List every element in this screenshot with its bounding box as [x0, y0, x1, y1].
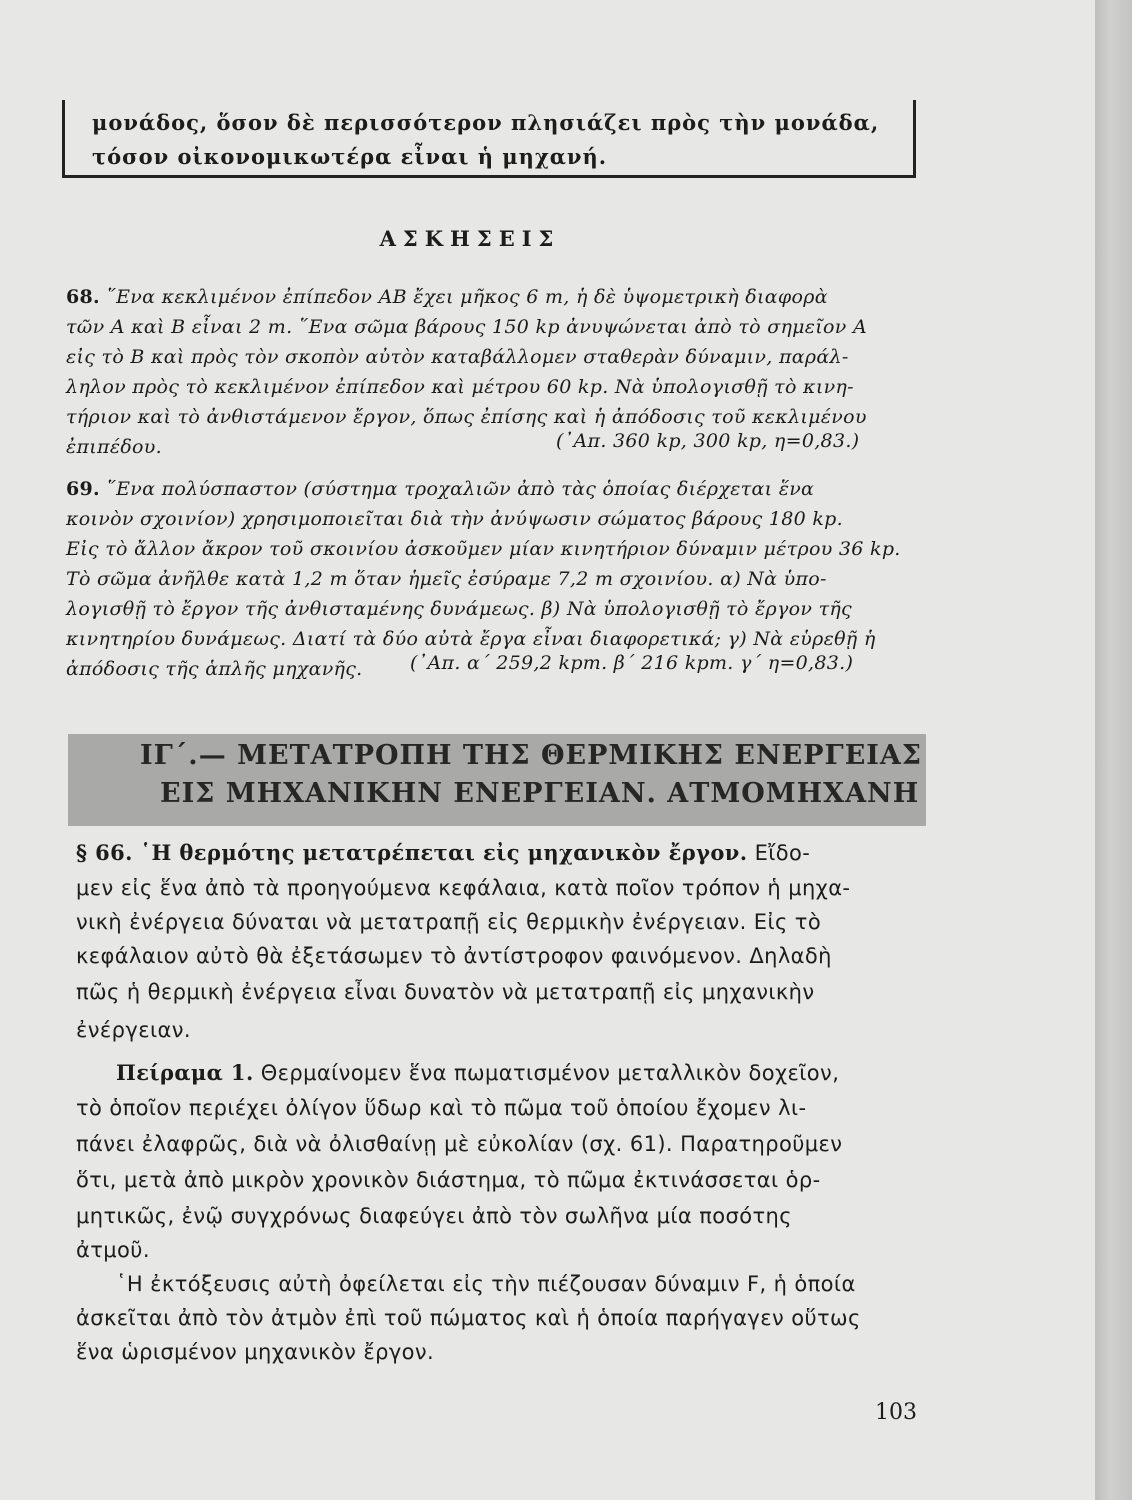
section-66-line: πῶς ἡ θερμικὴ ἐνέργεια εἶναι δυνατὸν νὰ μετατραπῇ εἰς μηχανικὴν	[76, 980, 815, 1004]
exercise-69-answer: (᾿Απ. α΄ 259,2 kpm. β΄ 216 kpm. γ΄ η=0,83.)	[410, 652, 854, 674]
exercise-68-line: ληλον πρὸς τὸ κεκλιμένον ἐπίπεδον καὶ μέτρου 60 kp. Νὰ ὑπολογισθῇ τὸ κινη-	[66, 376, 854, 398]
experiment-1-label: Πείραμα 1.	[116, 1060, 254, 1085]
exercise-69-line: κινητηρίου δυνάμεως. Διατί τὰ δύο αὐτὰ ἔργα εἶναι διαφορετικά; γ) Νὰ εὑρεθῇ ἡ	[66, 628, 876, 650]
summary-line-1: μονάδος, ὅσον δὲ περισσότερον πλησιάζει πρὸς τὴν μονάδα,	[92, 110, 880, 135]
experiment-1-line: ἕνα ὡρισμένον μηχανικὸν ἔργον.	[76, 1340, 435, 1364]
section-66-line: § 66. ῾Η θερμότης μετατρέπεται εἰς μηχανικὸν ἔργον. Εἴδο-	[76, 840, 811, 865]
experiment-1-line: ῾Η ἐκτόξευσις αὐτὴ ὀφείλεται εἰς τὴν πιέζουσαν δύναμιν F, ἡ ὁποία	[116, 1272, 856, 1296]
chapter-title-line-1: ΙΓ΄.— ΜΕΤΑΤΡΟΠΗ ΤΗΣ ΘΕΡΜΙΚΗΣ ΕΝΕΡΓΕΙΑΣ	[140, 740, 922, 771]
section-66-line: κεφάλαιον αὐτὸ θὰ ἐξετάσωμεν τὸ ἀντίστροφον φαινόμενον. Δηλαδὴ	[76, 944, 832, 968]
exercise-69-number: 69.	[66, 478, 100, 500]
exercise-68-line: ἐπιπέδου.	[66, 436, 162, 458]
exercise-68-line: 68. ῞Ενα κεκλιμένον ἐπίπεδον ΑΒ ἔχει μῆκος 6 m, ἡ δὲ ὑψομετρικὴ διαφορὰ	[66, 286, 828, 308]
experiment-1-line: Πείραμα 1. Θερμαίνομεν ἕνα πωματισμένον μεταλλικὸν δοχεῖον,	[116, 1060, 840, 1085]
section-66-line: μεν εἰς ἕνα ἀπὸ τὰ προηγούμενα κεφάλαια, κατὰ ποῖον τρόπον ἡ μηχα-	[76, 876, 851, 900]
exercise-69-line: λογισθῇ τὸ ἔργον τῆς ἀνθισταμένης δυνάμεως. β) Νὰ ὑπολογισθῇ τὸ ἔργον τῆς	[66, 598, 852, 620]
exercises-title: ΑΣΚΗΣΕΙΣ	[379, 226, 561, 251]
exercise-69-line: κοινὸν σχοινίον) χρησιμοποιεῖται διὰ τὴν ἀνύψωσιν σώματος βάρους 180 kp.	[66, 508, 843, 530]
chapter-title-line-2: ΕΙΣ ΜΗΧΑΝΙΚΗΝ ΕΝΕΡΓΕΙΑΝ. ΑΤΜΟΜΗΧΑΝΗ	[160, 778, 920, 809]
experiment-1-line: πάνει ἐλαφρῶς, διὰ νὰ ὀλισθαίνῃ μὲ εὐκολίαν (σχ. 61). Παρατηροῦμεν	[76, 1132, 843, 1156]
experiment-1-line: μητικῶς, ἐνῷ συγχρόνως διαφεύγει ἀπὸ τὸν σωλῆνα μία ποσότης	[76, 1204, 792, 1228]
page-number: 103	[875, 1400, 917, 1425]
experiment-1-line: ἀσκεῖται ἀπὸ τὸν ἀτμὸν ἐπὶ τοῦ πώματος καὶ ἡ ὁποία παρήγαγεν οὕτως	[76, 1306, 861, 1330]
section-66-line: ἐνέργειαν.	[76, 1018, 191, 1042]
exercise-68-line: τήριον καὶ τὸ ἀνθιστάμενον ἔργον, ὅπως ἐπίσης καὶ ἡ ἀπόδοσις τοῦ κεκλιμένου	[66, 406, 867, 428]
section-66-line: νικὴ ἐνέργεια δύναται νὰ μετατραπῇ εἰς θερμικὴν ἐνέργειαν. Εἰς τὸ	[76, 910, 822, 934]
exercise-68-line: εἰς τὸ Β καὶ πρὸς τὸν σκοπὸν αὐτὸν καταβάλλομεν σταθερὰν δύναμιν, παράλ-	[66, 346, 849, 368]
page-edge	[1095, 0, 1132, 1500]
exercise-68-answer: (᾿Απ. 360 kp, 300 kp, η=0,83.)	[556, 430, 860, 452]
section-66-heading: § 66. ῾Η θερμότης μετατρέπεται εἰς μηχανικὸν ἔργον.	[76, 840, 748, 865]
experiment-1-line: τὸ ὁποῖον περιέχει ὀλίγον ὕδωρ καὶ τὸ πῶμα τοῦ ὁποίου ἔχομεν λι-	[76, 1096, 807, 1120]
exercise-69-line: Εἰς τὸ ἄλλον ἄκρον τοῦ σκοινίου ἀσκοῦμεν μίαν κινητήριον δύναμιν μέτρου 36 kp.	[66, 538, 901, 560]
exercise-69-line: Τὸ σῶμα ἀνῆλθε κατὰ 1,2 m ὅταν ἡμεῖς ἐσύραμε 7,2 m σχοινίου. α) Νὰ ὑπο-	[66, 568, 827, 590]
experiment-1-line: ὅτι, μετὰ ἀπὸ μικρὸν χρονικὸν διάστημα, τὸ πῶμα ἐκτινάσσεται ὁρ-	[76, 1168, 821, 1192]
exercise-68-number: 68.	[66, 286, 100, 308]
summary-line-2: τόσον οἰκονομικωτέρα εἶναι ἡ μηχανή.	[92, 144, 608, 169]
exercise-68-line: τῶν Α καὶ Β εἶναι 2 m. ῞Ενα σῶμα βάρους 150 kp ἀνυψώνεται ἀπὸ τὸ σημεῖον Α	[66, 316, 868, 338]
experiment-1-line: ἀτμοῦ.	[76, 1238, 150, 1262]
exercise-69-line: ἀπόδοσις τῆς ἁπλῆς μηχανῆς.	[66, 658, 363, 680]
exercise-69-line: 69. ῞Ενα πολύσπαστον (σύστημα τροχαλιῶν ἀπὸ τὰς ὁποίας διέρχεται ἕνα	[66, 478, 815, 500]
